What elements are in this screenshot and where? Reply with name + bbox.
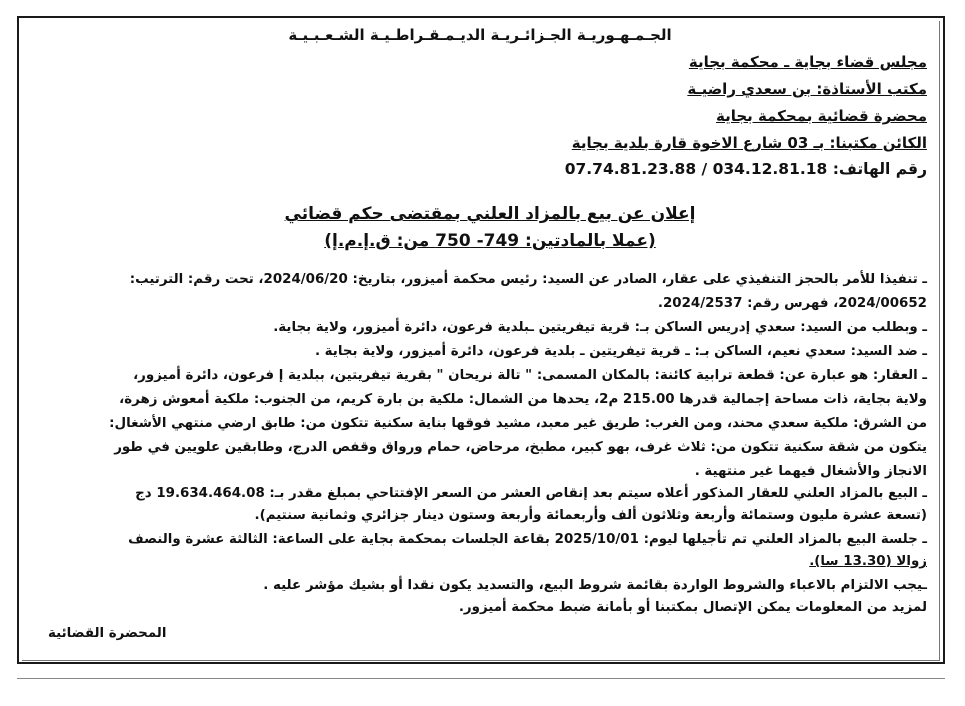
court-council: مجلس قضاء بجاية ـ محكمة بجاية: [688, 53, 927, 71]
session-line2: زوالا (13.30 سا).: [809, 554, 927, 569]
applicant-paragraph: ـ وبطلب من السيد: سعدي إدريس الساكن بـ: قرية تيفريتين ـبلدية فرعون، دائرة أميزور، ولاية بجاية.: [273, 320, 927, 335]
session-line1: ـ جلسة البيع بالمزاد العلني تم تأجيلها ليوم: 2025/10/01 بقاعة الجلسات بمحكمة بجاية على الساعة: الثالثة عشرة والنصف: [128, 532, 927, 547]
defendant-paragraph: ـ ضد السيد: سعدي نعيم، الساكن بـ: ـ قرية تيفريتين ـ بلدية فرعون، دائرة أميزور، ولاية بجاية .: [314, 344, 927, 359]
order-paragraph-line2: 2024/00652، فهرس رقم: 2024/2537.: [657, 296, 927, 311]
property-line2: ولاية بجاية، ذات مساحة إجمالية قدرها 215.00 م2، يحدها من الشمال: ملكية بن بارة كريم، من الجنوب: ملكية أمعوش زهرة،: [119, 392, 927, 407]
bailiff-office: مكتب الأستاذة: بن سعدي راضيـة: [687, 80, 927, 98]
property-line4: يتكون من شقة سكنية تتكون من: ثلاث غرف، بهو كبير، مطبخ، مرحاض، حمام ورواق وقفص الدرج، وطابقين علويين في طور: [114, 440, 927, 455]
legal-reference: (عملا بالمادتين: 749- 750 من: ق.إ.م.إ): [324, 231, 656, 251]
contact-line: لمزيد من المعلومات يمكن الإتصال بمكتبنا أو بأمانة ضبط محكمة أميزور.: [458, 600, 927, 615]
office-address: الكائن مكتبنا: بـ 03 شارع الاخوة قارة بلدية بجاية: [571, 134, 927, 152]
sale-price-line2: (تسعة عشرة مليون وستمائة وأربعة وثلاثون ألف وأربعمائة وأربعة وستون دينار جزائري وثمانية سنتيم).: [254, 508, 927, 523]
announcement-title: إعلان عن بيع بالمزاد العلني بمقتضى حكم قضائي: [284, 204, 696, 224]
bottom-rule: [17, 678, 945, 679]
property-line1: ـ العقار: هو عبارة عن: قطعة ترابية كائنة: بالمكان المسمى: " تالة نريحان " بقرية تيفريتين، ببلدية إ فرعون، دائرة أميزور،: [133, 368, 927, 383]
property-line5: الانجاز والأشغال فيهما غير منتهية .: [694, 464, 927, 479]
property-line3: من الشرق: ملكية سعدي محند، ومن الغرب: طريق غير معبد، مشيد فوقها بناية سكنية تتكون من: طابق ارضي منتهي الأشغال:: [109, 416, 927, 431]
order-paragraph-line1: ـ تنفيذا للأمر بالحجز التنفيذي على عقار، الصادر عن السيد: رئيس محكمة أميزور، بتاريخ: 2024/06/20، تحت رقم: الترتيب:: [129, 272, 927, 287]
republic-heading: الجـمـهـوريـة الجـزائـريـة الديـمـقـراطـيـة الشـعـبـيـة: [288, 26, 672, 44]
phone-numbers: رقم الهاتف: 034.12.81.18 / 07.74.81.23.88: [564, 160, 927, 178]
bailiff-role: محضرة قضائية بمحكمة بجاية: [716, 107, 927, 125]
signature: المحضرة القضائية: [48, 626, 167, 641]
sale-price-line1: ـ البيع بالمزاد العلني للعقار المذكور أعلاه سيتم بعد إنقاص العشر من السعر الإفتتاحي بمبلغ مقدر بـ: 19.634.464.08 دج: [135, 486, 927, 501]
conditions-line: ـيجب الالتزام بالاعباء والشروط الواردة بقائمة شروط البيع، والتسديد يكون نقدا أو بشيك مؤشر عليه .: [263, 578, 927, 593]
